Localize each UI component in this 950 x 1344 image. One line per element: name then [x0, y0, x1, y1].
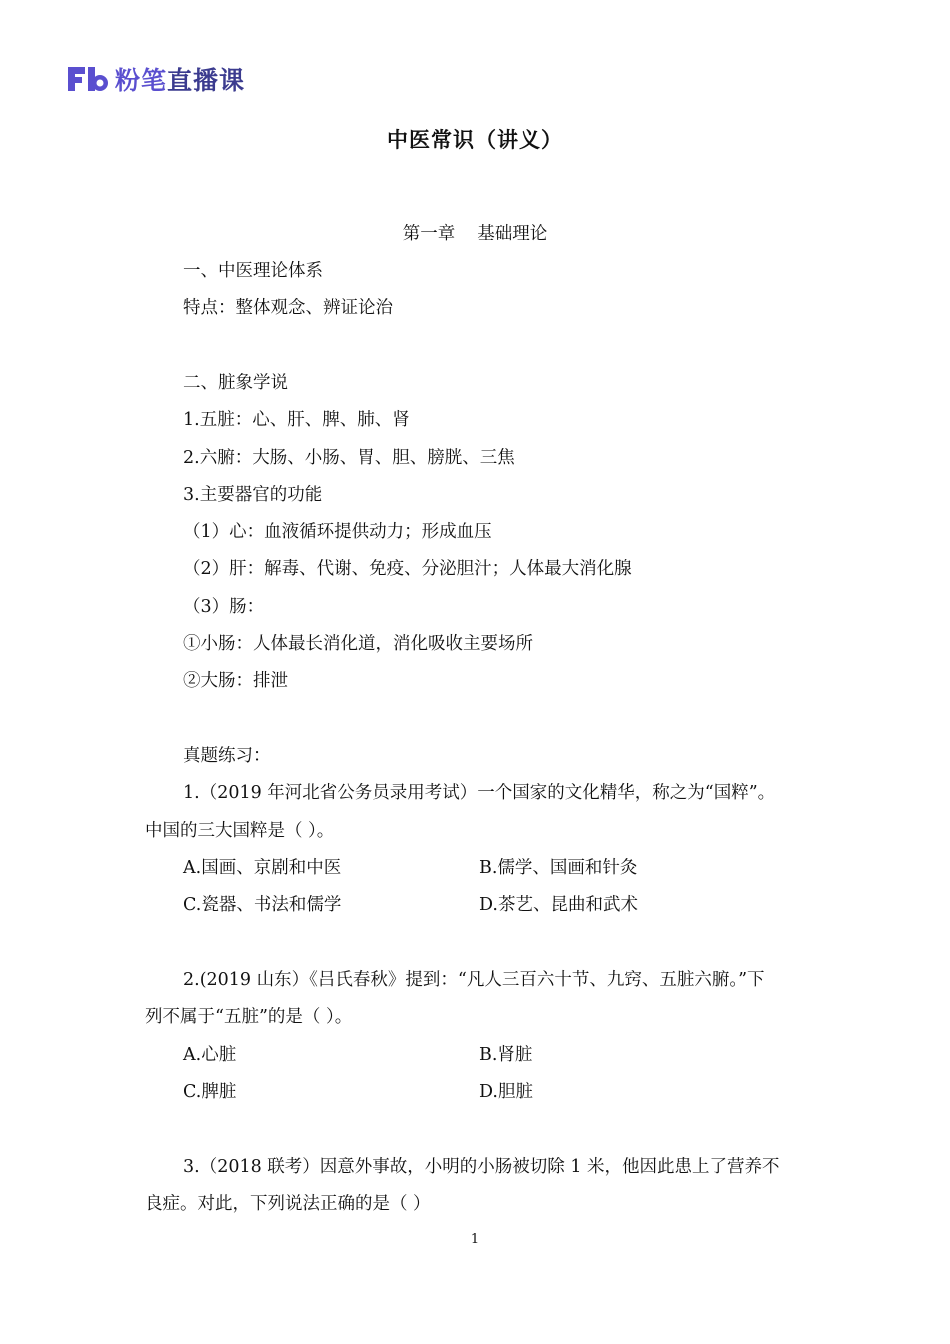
- question-2-stem: 2.(2019 山东）《吕氏春秋》提到：“凡人三百六十节、九窍、五脏六腑。”下: [183, 970, 765, 990]
- list-item: 2.六腑：大肠、小肠、胃、胆、膀胱、三焦: [183, 448, 515, 468]
- brand-logo: [67, 62, 245, 96]
- list-item: （2）肝：解毒、代谢、免疫、分泌胆汁；人体最大消化腺: [183, 559, 632, 579]
- question-2-option-d: D.胆脏: [479, 1082, 533, 1102]
- chapter-name: 基础理论: [477, 224, 548, 244]
- section-heading: 一、中医理论体系: [183, 261, 323, 281]
- list-item: ②大肠：排泄: [183, 671, 288, 691]
- page-number: 1: [470, 1232, 480, 1247]
- logo-text: 粉笔直播课: [115, 66, 246, 95]
- list-item: （1）心：血液循环提供动力；形成血压: [183, 522, 492, 542]
- chapter-heading: [0, 222, 950, 246]
- question-1-stem-cont: 中国的三大国粹是（ ）。: [145, 821, 335, 841]
- question-2-option-b: B.肾脏: [479, 1045, 533, 1065]
- list-item: （3）肠：: [183, 597, 265, 617]
- question-3-stem: 3.（2018 联考）因意外事故，小明的小肠被切除 1 米，他因此患上了营养不: [183, 1157, 780, 1177]
- fb-logo-icon: [67, 64, 111, 94]
- paragraph: 特点：整体观念、辨证论治: [183, 298, 393, 318]
- chapter-label: 第一章: [402, 224, 456, 244]
- question-1-stem: 1.（2019 年河北省公务员录用考试）一个国家的文化精华，称之为“国粹”。: [183, 783, 776, 803]
- question-1-option-a: A.国画、京剧和中医: [183, 858, 342, 878]
- section-heading: 二、脏象学说: [183, 373, 288, 393]
- document-title: 中医常识（讲义）: [387, 128, 563, 152]
- question-1-option-d: D.茶艺、昆曲和武术: [479, 895, 638, 915]
- question-1-option-c: C.瓷器、书法和儒学: [183, 895, 342, 915]
- list-item: ①小肠：人体最长消化道，消化吸收主要场所: [183, 634, 533, 654]
- list-item: 1.五脏：心、肝、脾、肺、肾: [183, 410, 410, 430]
- question-3-stem-cont: 良症。对此，下列说法正确的是（ ）: [145, 1194, 431, 1214]
- practice-heading: 真题练习：: [183, 746, 271, 766]
- question-2-option-c: C.脾脏: [183, 1082, 237, 1102]
- list-item: 3.主要器官的功能: [183, 485, 323, 505]
- question-2-option-a: A.心脏: [183, 1045, 237, 1065]
- question-1-option-b: B.儒学、国画和针灸: [479, 858, 638, 878]
- question-2-stem-cont: 列不属于“五脏”的是（ ）。: [145, 1007, 353, 1027]
